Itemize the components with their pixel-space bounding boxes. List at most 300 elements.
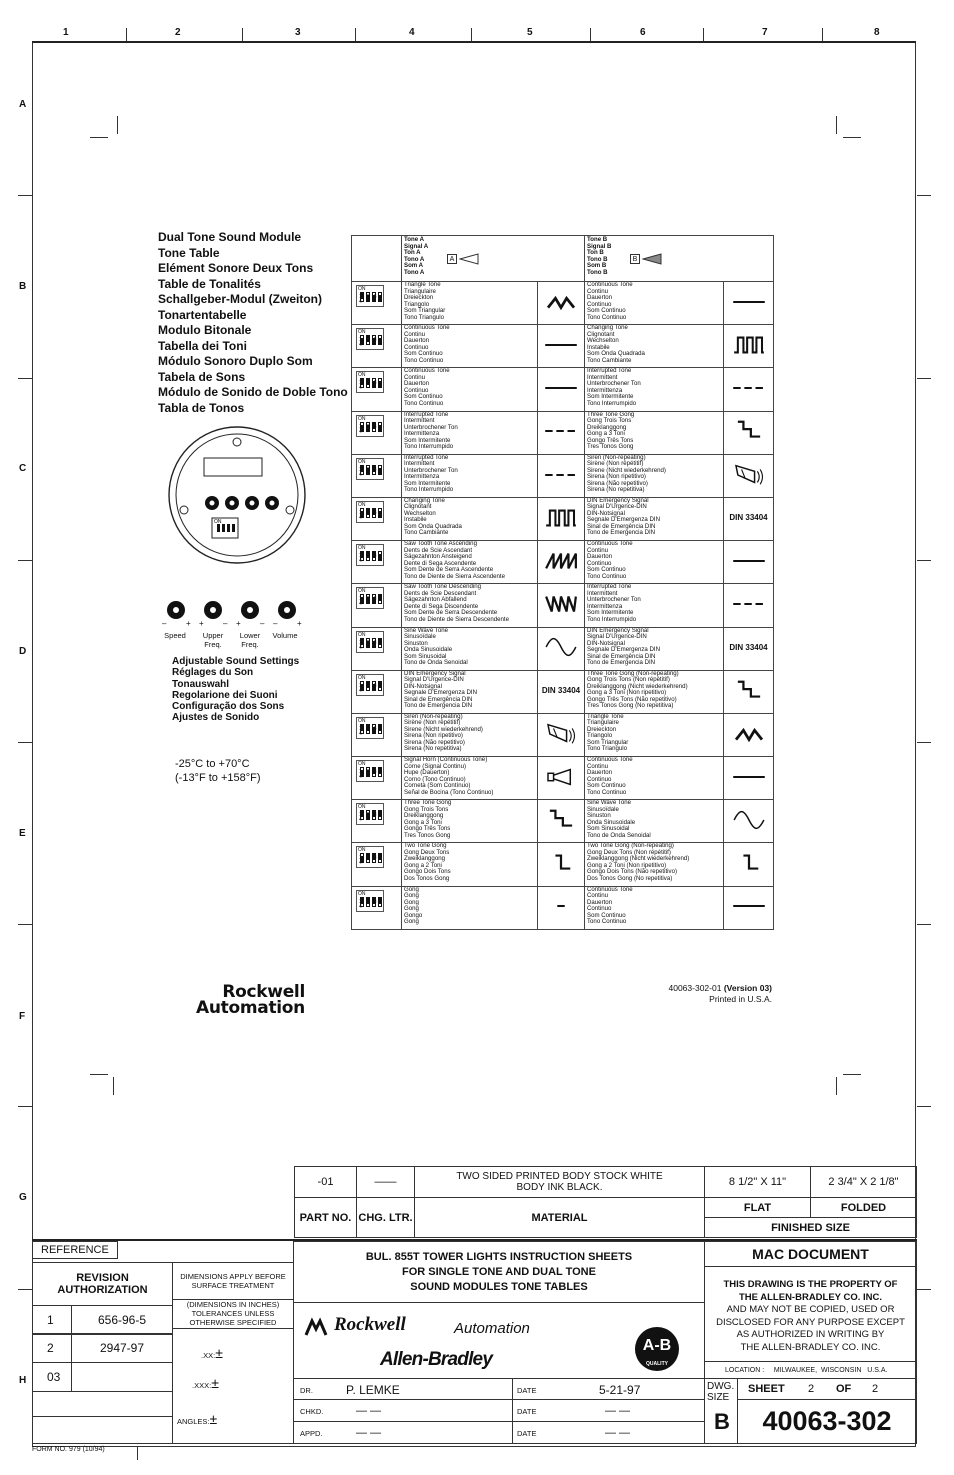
dip-numbers: 1 2 3 4: [359, 596, 379, 608]
tone-b-text: Gong Trois Tons: [587, 417, 632, 425]
tone-a-text: Sirena (Non ripetitivo): [404, 732, 463, 740]
tone-b-text: Gongo Três Tons (Não repetitivo): [587, 695, 677, 703]
tone-b-text: Onda Sinusoidale: [587, 818, 636, 826]
tone-a-text: Som Dente de Serra Ascendente: [404, 566, 494, 574]
tone-a-text: Tono Continuo: [404, 399, 444, 407]
sawdown-wave-icon: [541, 591, 581, 617]
module-title-line: Tabela de Sons: [158, 369, 246, 384]
tone-b-text: Tono Continuo: [587, 788, 627, 796]
tone-b-head-line: Tone B: [587, 236, 608, 243]
tone-b-text: Tono de Emergencia DIN: [587, 529, 656, 537]
tone-b-text: Som Intermitente: [587, 609, 634, 617]
tone-a-cell: [402, 670, 538, 713]
dwg-size-box: [704, 1378, 738, 1444]
tone-b-text: Instabile: [587, 343, 610, 351]
tone-b-text: Unterbrochener Ton: [587, 380, 641, 388]
knob-label: [237, 631, 263, 649]
zone-divider: [18, 742, 32, 743]
tone-b-icon-cell: [724, 411, 774, 454]
tone-b-text: Dauerton: [587, 769, 613, 777]
tone-b-text: Tono Interrumpido: [587, 399, 637, 407]
tone-a-text: Gong: [404, 918, 419, 926]
form-tick: [137, 1446, 138, 1460]
tone-a-text: Triangulaire: [404, 287, 436, 295]
finished-size-header: FINISHED SIZE: [704, 1217, 917, 1238]
tone-b-text: Continu: [587, 287, 609, 295]
triangle-wave-icon: [729, 721, 769, 747]
brand-allen-bradley: Allen-Bradley: [380, 1349, 493, 1370]
continuous-wave-icon: [541, 332, 581, 358]
tone-a-text: Corno (Tono Continuo): [404, 775, 466, 783]
column-zone-label: 2: [175, 27, 181, 38]
tone-a-text: Dos Tonos Gong: [404, 874, 450, 882]
tone-b-icon-cell: [724, 282, 774, 325]
svg-text:–: –: [273, 619, 278, 628]
tone-b-text: Som Continuo: [587, 307, 626, 314]
doc-reference: [600, 983, 772, 1005]
tol-xx-label: .XX:: [201, 1351, 216, 1360]
module-titles: [158, 230, 358, 416]
tone-b-icon-cell: [724, 627, 774, 670]
tone-a-cell: [402, 843, 538, 886]
tone-a-text: Unterbrochener Ton: [404, 423, 458, 431]
tone-a-icon-cell: [538, 886, 585, 929]
tone-a-text: Sinal de Emergência DIN: [404, 695, 473, 703]
tone-b-icon-cell: [724, 800, 774, 843]
tone-a-text: Hupe (Dauerton): [404, 769, 450, 777]
form-number: FORM NO. 979 (10/94): [32, 1446, 105, 1453]
tone-a-icon-cell: [538, 627, 585, 670]
tone-a-text: DIN-Notsignal: [404, 682, 442, 690]
crop-mark: [836, 1077, 837, 1095]
revision-number: 03: [32, 1362, 72, 1392]
doc-printed: Printed in U.S.A.: [709, 994, 772, 1004]
tone-b-text: Dauerton: [587, 294, 613, 301]
dip-numbers: 1 2 3 4: [359, 725, 379, 737]
tone-row: [352, 713, 774, 756]
rockwell-automation-logo: [173, 984, 305, 1016]
revision-number: 1: [32, 1305, 72, 1335]
revision-authorization: 2947-97: [71, 1333, 173, 1363]
switch-cell: [352, 282, 402, 325]
tone-b-text: Continuous Tone: [587, 540, 633, 548]
tone-b-text: Continu: [587, 546, 609, 554]
tone-b-text: Sirene (Nicht wiederkehrend): [587, 466, 666, 474]
column-zone-label: 8: [874, 27, 880, 38]
knob-label-line: Upper: [202, 631, 224, 640]
svg-text:+: +: [199, 619, 204, 628]
module-title-line: Tone Table: [158, 245, 220, 260]
tone-row: [352, 497, 774, 540]
tone-a-text: Continuo: [404, 386, 429, 394]
tone-b-text: Sinal de Emergência DIN: [587, 652, 656, 660]
tone-b-text: Interrupted Tone: [587, 367, 632, 375]
tone-b-text: Som Continuo: [587, 911, 626, 919]
gong3-wave-icon: [541, 807, 581, 833]
dip-switch-icon: [356, 846, 384, 868]
tone-a-icon-cell: [538, 843, 585, 886]
tone-b-text: Sinal de Emergência DIN: [587, 522, 656, 530]
column-zone-label: 5: [527, 27, 533, 38]
interrupted-wave-icon: [541, 418, 581, 444]
tone-b-cell: [585, 454, 724, 497]
zone-divider: [703, 28, 704, 41]
date-label: DATE: [517, 1386, 537, 1395]
tone-b-text: Tres Tonos Gong (No repetitiva): [587, 702, 674, 710]
tone-a-cell: [402, 541, 538, 584]
tone-b-text: Dreieckton: [587, 725, 617, 733]
tone-table-header: [352, 236, 774, 282]
folded-size-value: 2 3/4" X 2 1/8": [810, 1166, 917, 1198]
tone-a-text: Dauerton: [404, 337, 430, 345]
tone-b-icon-cell: [724, 325, 774, 368]
tone-b-text: Intermittent: [587, 373, 618, 381]
brand-rockwell: Rockwell: [334, 1314, 406, 1335]
knob-label-line: Freq.: [204, 640, 222, 649]
zone-divider: [18, 195, 32, 196]
tone-b-head-line: Ton B: [587, 249, 604, 256]
tone-a-text: Unterbrochener Ton: [404, 466, 458, 474]
tone-row: [352, 541, 774, 584]
svg-text:–: –: [223, 619, 228, 628]
zone-divider: [917, 1106, 931, 1107]
property-line: THE ALLEN-BRADLEY CO. INC.: [740, 1341, 881, 1353]
tone-row: [352, 800, 774, 843]
tone-a-text: Dreieckton: [404, 294, 434, 301]
doc-version: (Version 03): [723, 983, 772, 993]
svg-text:–: –: [260, 619, 265, 628]
switch-cell: [352, 497, 402, 540]
tone-b-text: Signal D'Urgence-DIN: [587, 633, 647, 640]
switch-cell: [352, 325, 402, 368]
tone-a-text: Clignotant: [404, 503, 432, 511]
tone-b-cell: [585, 713, 724, 756]
dr-row: [293, 1378, 513, 1400]
dip-numbers: 1 2 3 4: [359, 769, 379, 781]
tone-b-text: Triangulaire: [587, 719, 619, 727]
knob-label-line: Lower: [239, 631, 261, 640]
tone-a-head-line: Tone A: [404, 236, 424, 243]
tone-a-head-line: Tono A: [404, 255, 425, 263]
setting-line: Configuração dos Sons: [172, 701, 285, 713]
dip-switch-icon: [356, 415, 384, 437]
tone-b-text: Intermittent: [587, 589, 618, 597]
dip-on-label: ON: [358, 804, 366, 811]
tone-a-text: Zweiklanggong: [404, 855, 445, 863]
tone-a-text: Continu: [404, 330, 426, 338]
dip-switch-icon: [356, 544, 384, 566]
tone-a-text: Siren (Non-repeating): [404, 713, 463, 720]
tone-a-text: Triangle Tone: [404, 281, 441, 288]
tone-a-text: Interrupted Tone: [404, 454, 449, 461]
tone-a-icon-cell: [538, 282, 585, 325]
sound-module-drawing: [162, 420, 312, 570]
adjustable-settings: [172, 656, 299, 724]
crop-mark: [836, 116, 837, 134]
ab-logo-text: A-B: [642, 1337, 672, 1354]
module-title-line: Elément Sonore Deux Tons: [158, 261, 314, 275]
tone-b-icon-cell: [724, 843, 774, 886]
module-title-line: Tonartentabelle: [158, 307, 247, 322]
tone-a-text: Sirene (Nicht wiederkehrend): [404, 725, 483, 733]
tone-a-text: Tono Interrumpido: [404, 443, 454, 451]
tone-b-text: Signal D'Urgence-DIN: [587, 503, 647, 511]
tone-a-text: Wechselton: [404, 509, 436, 517]
tone-b-text: Gong a 3 Toni (Non ripetitivo): [587, 689, 667, 697]
switch-cell: [352, 454, 402, 497]
tone-row: [352, 325, 774, 368]
date3-row: [512, 1421, 705, 1444]
temp-fahrenheit: (-13°F to +158°F): [175, 772, 261, 784]
sine-wave-icon: [541, 634, 581, 660]
dip-switch-icon: [356, 631, 384, 653]
tone-a-icon-cell: [538, 368, 585, 411]
zone-divider: [242, 28, 243, 41]
tone-table: [351, 235, 774, 930]
tone-a-text: Gong a 2 Toni: [404, 861, 442, 869]
dip-on-label: ON: [358, 545, 366, 552]
revision-authorization: [71, 1362, 173, 1392]
dip-on-label: ON: [358, 761, 366, 768]
tone-a-cell: [402, 497, 538, 540]
tone-b-head-line: Som B: [587, 262, 607, 269]
switch-cell: [352, 584, 402, 627]
tone-a-text: Gong: [404, 905, 419, 913]
tone-b-text: Sirena (Não repetitivo): [587, 479, 648, 487]
date-label: DATE: [517, 1429, 537, 1438]
dip-switch-icon: [356, 501, 384, 523]
tone-b-text: Continuous Tone: [587, 281, 633, 288]
tone-row: [352, 843, 774, 886]
tone-b-cell: [585, 843, 724, 886]
tone-b-text: DIN Emergency Signal: [587, 627, 649, 634]
tone-b-text: Continuous Tone: [587, 756, 633, 764]
gong2-wave-icon: [729, 850, 769, 876]
tone-a-icon-cell: [538, 454, 585, 497]
tone-a-text: Intermittenza: [404, 430, 440, 438]
tone-b-text: DIN Emergency Signal: [587, 497, 649, 504]
tone-a-text: Tono de Emergencia DIN: [404, 702, 473, 710]
tone-a-text: Three Tone Gong: [404, 799, 452, 807]
continuous-wave-icon: [729, 893, 769, 919]
flat-size-value: 8 1/2" X 11": [704, 1166, 811, 1198]
date1-row: [512, 1378, 705, 1400]
tone-a-head-line: Tono A: [404, 268, 425, 276]
tone-b-icon-cell: [724, 670, 774, 713]
tone-b-icon-cell: [724, 757, 774, 800]
tone-a-text: Dreiklanggong: [404, 812, 444, 820]
tone-a-text: Gong Trois Tons: [404, 805, 449, 813]
tone-b-text: Dauerton: [587, 553, 613, 561]
tone-b-text: Clignotant: [587, 330, 615, 338]
svg-text:+: +: [186, 619, 191, 628]
tone-a-text: Sirena (Não repetitivo): [404, 738, 465, 746]
zone-divider: [917, 560, 931, 561]
tone-a-text: Two Tone Gong: [404, 842, 447, 850]
tone-b-text: Tono Cambiante: [587, 356, 632, 364]
tone-a-text: Segnale D'Emergenza DIN: [404, 689, 477, 697]
tone-b-text: Continu: [587, 762, 609, 770]
tone-a-text: Som Continuo: [404, 393, 443, 401]
tone-b-text: Interrupted Tone: [587, 583, 632, 591]
property-line: THE ALLEN-BRADLEY CO. INC.: [738, 1291, 883, 1303]
tone-b-text: Three Tone Gong: [587, 411, 635, 418]
setting-line: Réglages du Son: [172, 667, 254, 679]
tone-a-cell: [402, 584, 538, 627]
knob-label-line: Freq.: [241, 640, 259, 649]
tone-b-text: Gongo Dois Tons (Não repetitivo): [587, 868, 677, 876]
logo-automation: Automation: [196, 998, 305, 1018]
dip-switch-icon: [356, 760, 384, 782]
tone-b-tag: B: [630, 254, 640, 264]
tone-b-text: Tono de Emergencia DIN: [587, 659, 656, 666]
tone-b-text: Gong a 3 Toni: [587, 430, 625, 438]
tone-b-text: Wechselton: [587, 337, 619, 345]
dip-numbers: 1 2 3 4: [359, 466, 379, 478]
tone-a-cell: [402, 454, 538, 497]
tone-a-text: Tono de Diente de Sierra Descendente: [404, 615, 510, 623]
dip-numbers: 1 2 3 4: [359, 509, 379, 521]
tone-b-text: Dreiklanggong (Nicht wiederkehrend): [587, 682, 688, 690]
gong3-wave-icon: [729, 418, 769, 444]
module-title-line: Table de Tonalités: [158, 276, 261, 291]
interrupted-wave-icon: [729, 591, 769, 617]
column-zone-label: 3: [295, 27, 301, 38]
tone-a-text: Gong a 3 Toni: [404, 818, 442, 826]
dr-value: P. LEMKE: [346, 1383, 400, 1397]
dip-switch-icon: [356, 717, 384, 739]
tone-a-icon-cell: [538, 713, 585, 756]
tone-b-text: Gong a 2 Toni (Non ripetitivo): [587, 861, 667, 869]
sawup-wave-icon: [541, 548, 581, 574]
tone-a-text: Gong: [404, 892, 419, 900]
tone-a-text: Som Continuo: [404, 350, 443, 358]
module-title-line: Módulo de Sonido de Doble Tono: [158, 385, 348, 399]
tone-b-text: Triangle Tone: [587, 713, 624, 720]
dip-numbers: 1 2 3 4: [359, 898, 379, 910]
appd-row: [293, 1421, 513, 1444]
temp-celsius: -25°C to +70°C: [175, 758, 250, 770]
tone-b-icon-cell: [724, 541, 774, 584]
dip-numbers: 1 2 3 4: [359, 812, 379, 824]
tone-b-icon-cell: [724, 368, 774, 411]
module-title-line: Tabella dei Toni: [158, 338, 247, 353]
tone-b-text: Continuo: [587, 300, 612, 308]
tone-a-icon-cell: [538, 497, 585, 540]
tone-b-text: Siren (Non-repeating): [587, 454, 646, 461]
tone-a-text: Saw Tooth Tone Ascending: [404, 540, 477, 548]
dip-on-label: ON: [358, 847, 366, 854]
module-title-line: Schallgeber-Modul (Zweiton): [158, 292, 322, 306]
tone-b-cell: [585, 584, 724, 627]
tone-a-text: Corneta (Som Contínuo): [404, 782, 471, 790]
tone-b-text: Som Onda Quadrada: [587, 350, 645, 358]
chkd-value: — —: [356, 1405, 382, 1417]
tone-row: [352, 886, 774, 929]
property-line: AS AUTHORIZED IN WRITING BY: [736, 1329, 885, 1340]
module-title-line: Módulo Sonoro Duplo Som: [158, 354, 313, 368]
tone-a-text: Intermittent: [404, 417, 435, 425]
tone-a-icon-cell: [538, 325, 585, 368]
zone-divider: [18, 1289, 32, 1290]
dr-label: DR.: [300, 1386, 313, 1395]
setting-line: Adjustable Sound Settings: [172, 656, 300, 667]
switch-cell: [352, 670, 402, 713]
setting-line: Regolarione dei Suoni: [172, 689, 278, 701]
tone-b-text: Segnale D'Emergenza DIN: [587, 646, 660, 653]
tone-b-text: Dreiklanggong: [587, 423, 627, 431]
tone-b-text: Continu: [587, 892, 609, 900]
flat-header: FLAT: [704, 1197, 811, 1218]
tone-a-text: Gong: [404, 886, 419, 893]
tone-b-text: Two Tone Gong (Non-repeating): [587, 842, 674, 850]
header-empty: [352, 236, 402, 282]
dip-switch-icon: [356, 890, 384, 912]
location: LOCATION : MILWAUKEE, WISCONSIN U.S.A.: [704, 1361, 917, 1379]
tone-a-text: Dents de Scie Ascendant: [404, 546, 473, 554]
dip-switch-icon: [356, 285, 384, 307]
date3-value: — —: [605, 1427, 631, 1439]
tone-b-text: Unterbrochener Ton: [587, 596, 641, 604]
zone-divider: [590, 28, 591, 41]
tone-b-text: Changing Tone: [587, 324, 628, 332]
tone-a-text: Som Intermitente: [404, 436, 451, 444]
tone-b-text: Som Continuo: [587, 782, 626, 790]
tone-a-text: Tono Continuo: [404, 356, 444, 364]
property-notice: [704, 1266, 917, 1362]
tone-a-text: Intermittenza: [404, 473, 440, 481]
continuous-wave-icon: [729, 289, 769, 315]
tone-a-text: Continu: [404, 373, 426, 381]
horn-outline-icon: [459, 253, 479, 265]
row-zone-label: G: [19, 1192, 27, 1203]
tone-a-text: Gongo Dois Tons: [404, 868, 451, 876]
tone-a-text: Signal Horn (Continuous Tone): [404, 756, 488, 764]
tone-a-text: Continuous Tone: [404, 324, 450, 332]
dwg-size-value: B: [714, 1409, 730, 1434]
tone-b-cell: [585, 757, 724, 800]
tone-b-text: Zweiklanggong (Nicht wiederkehrend): [587, 855, 690, 863]
tolerance-box: [172, 1328, 294, 1444]
tone-a-text: Intermittent: [404, 460, 435, 468]
tone-b-text: Three Tone Gong (Non-repeating): [587, 670, 679, 677]
dip-switch-icon: [356, 371, 384, 393]
square-wave-icon: [541, 505, 581, 531]
tone-row: [352, 757, 774, 800]
switch-cell: [352, 713, 402, 756]
tone-row: [352, 627, 774, 670]
tone-b-text: Continuo: [587, 559, 612, 567]
tone-b-cell: [585, 541, 724, 584]
tone-a-text: Sägezahnton Abfallend: [404, 596, 467, 604]
tone-b-text: Continuo: [587, 905, 612, 913]
tone-b-text: Som Continuo: [587, 566, 626, 574]
dip-on-label: ON: [358, 415, 366, 422]
zone-divider: [917, 924, 931, 925]
sheet-value: 2: [808, 1383, 815, 1395]
dip-numbers: 1 2 3 4: [359, 855, 379, 867]
tone-row: [352, 454, 774, 497]
knob-label: [200, 631, 226, 649]
part-no-header: PART NO.: [294, 1197, 357, 1238]
dip-switch-icon: [356, 587, 384, 609]
revision-number: 2: [32, 1333, 72, 1363]
dip-switch-icon: [356, 458, 384, 480]
revision-authorization: 656-96-5: [71, 1305, 173, 1335]
tone-a-text: Som Dente de Serra Descendente: [404, 609, 498, 617]
horn-wave-icon: [541, 764, 581, 790]
module-title-line: Tabla de Tonos: [158, 400, 245, 415]
